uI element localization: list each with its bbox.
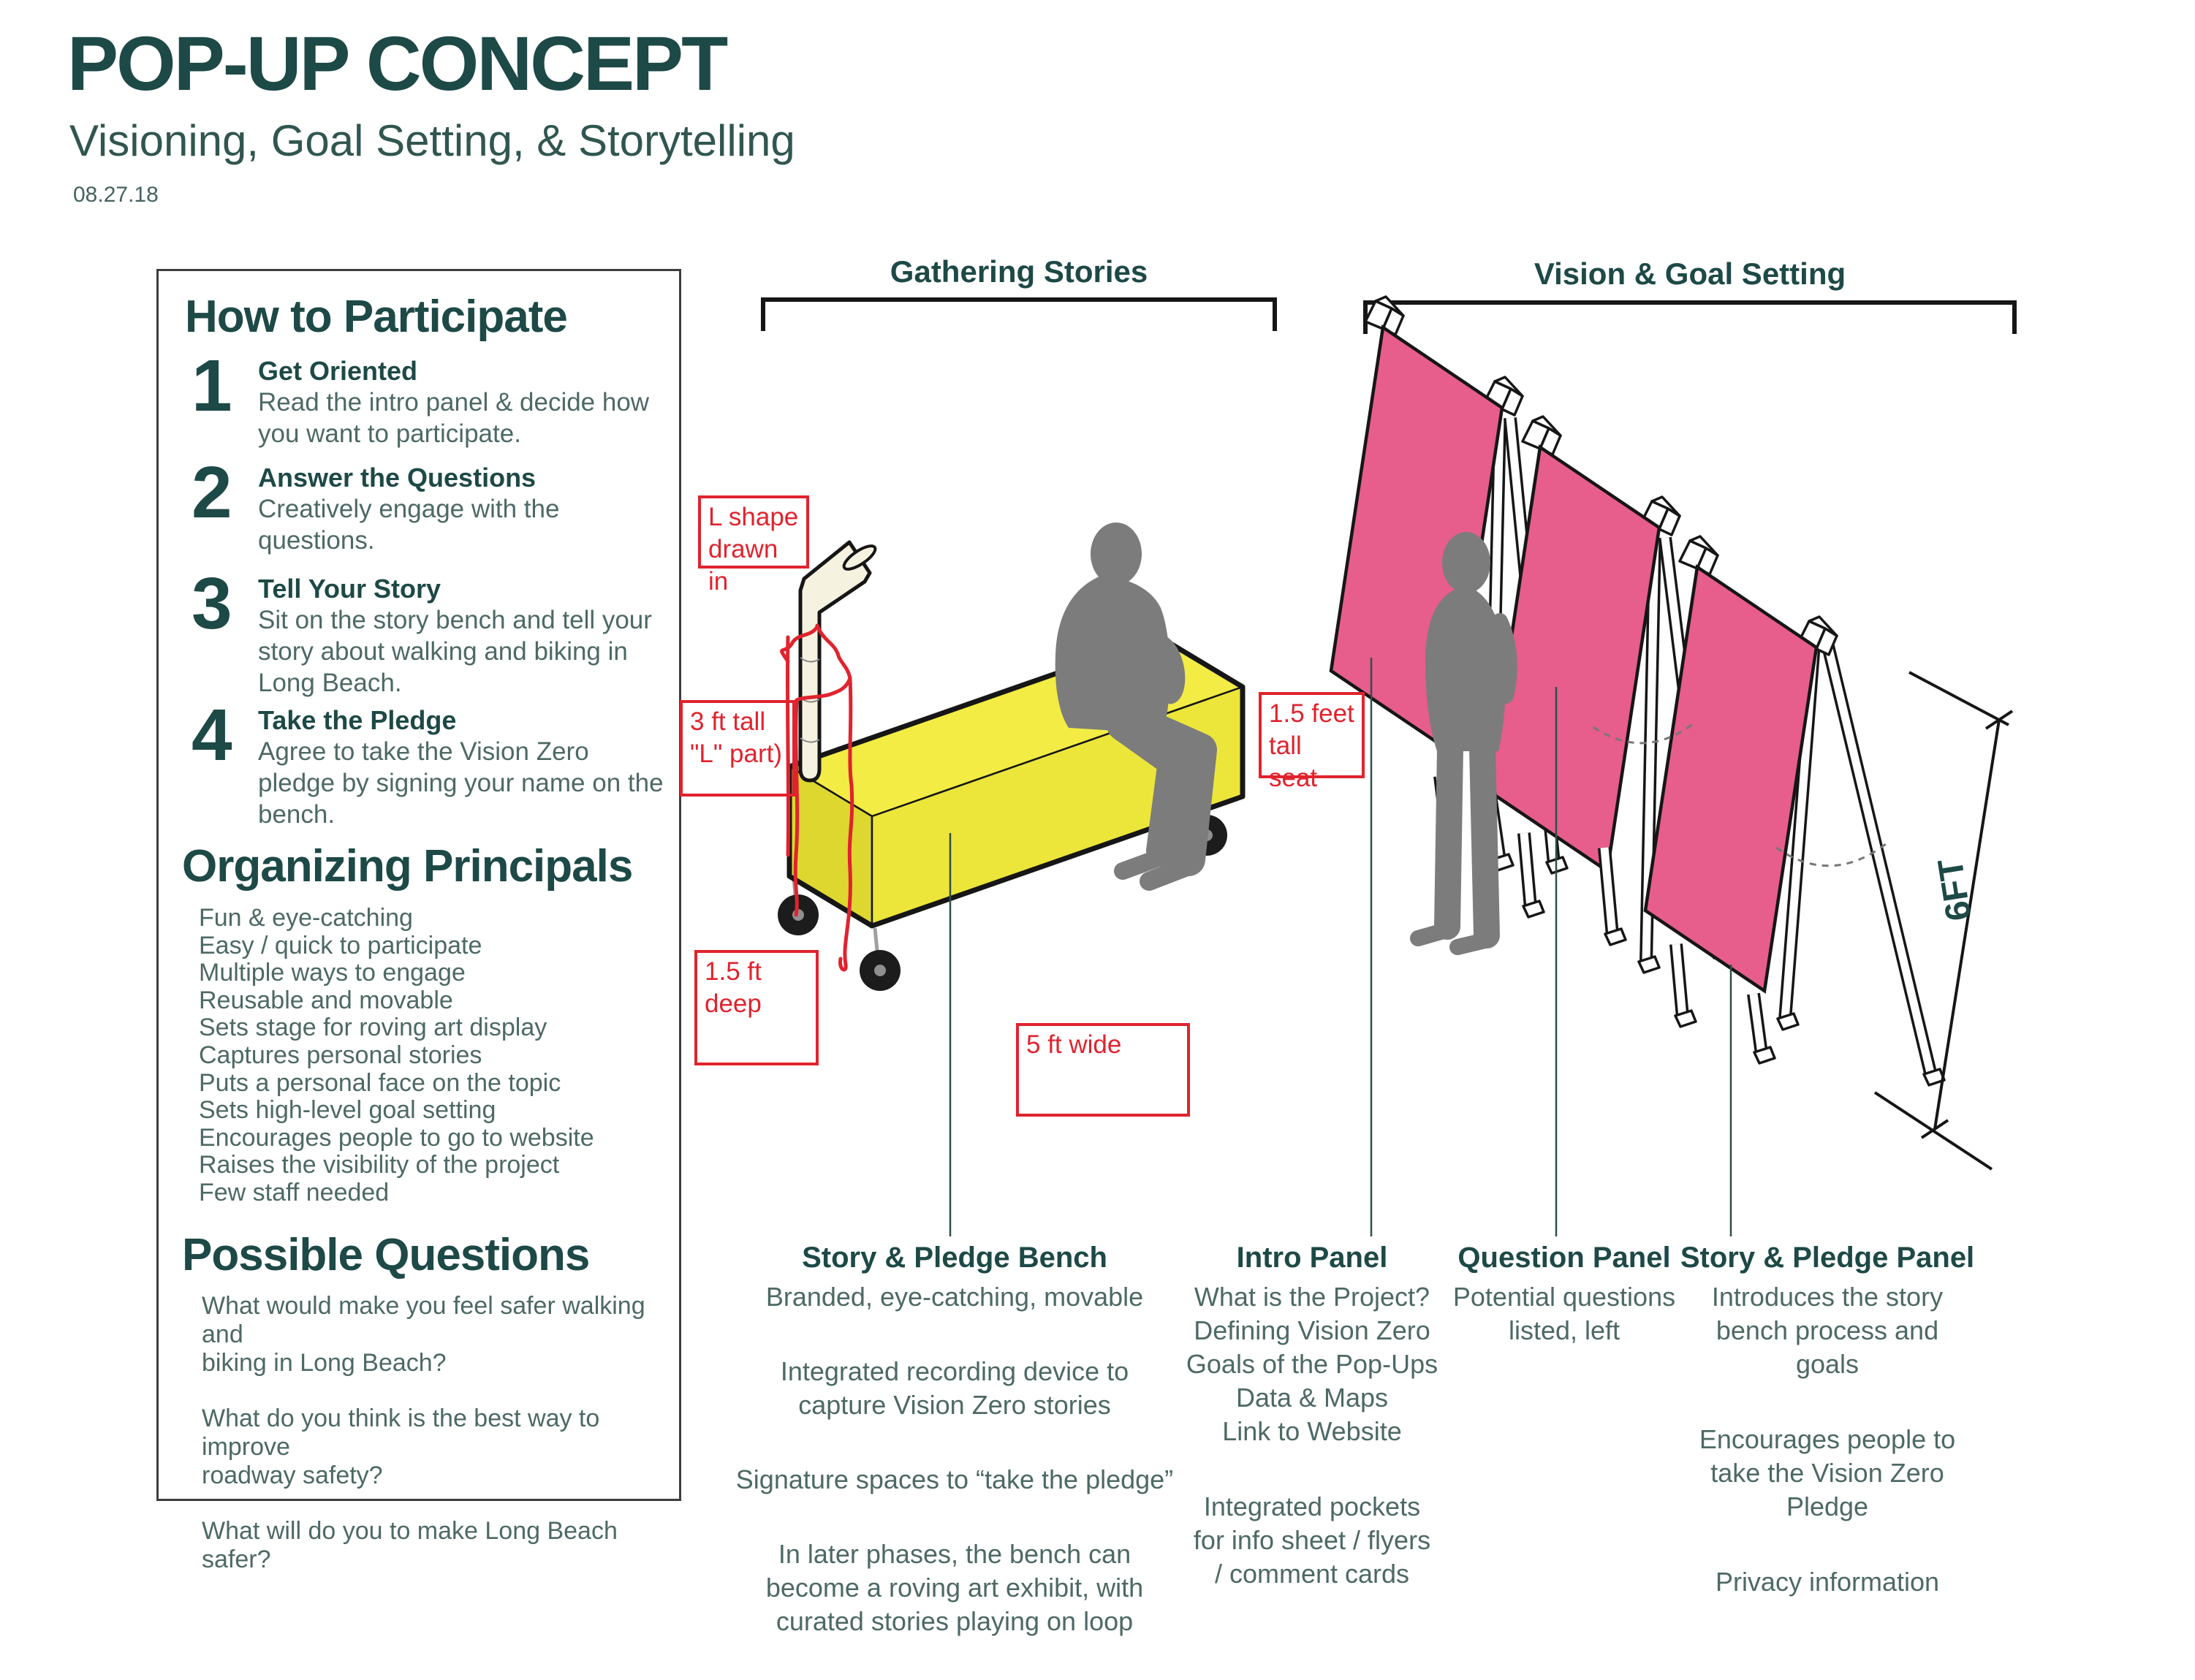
annotation-line: 1.5 feet — [1269, 699, 1354, 728]
principal-item: Fun & eye-catching — [199, 904, 413, 932]
step-4-line: bench. — [258, 800, 335, 829]
caption-line: Introduces the story — [1711, 1282, 1944, 1312]
page-date: 08.27.18 — [73, 183, 159, 207]
step-4-line: Agree to take the Vision Zero — [258, 737, 589, 766]
caption-line: goals — [1795, 1349, 1860, 1379]
vision-goal-setting-label: Vision & Goal Setting — [1534, 256, 1846, 291]
step-1-title: Get Oriented — [258, 356, 418, 386]
principal-item: Puts a personal face on the topic — [199, 1068, 561, 1097]
principal-item: Sets stage for roving art display — [199, 1014, 547, 1042]
step-2-line: Creatively engage with the — [258, 495, 560, 523]
caption-line: Goals of the Pop-Ups — [1186, 1349, 1438, 1379]
standing-person-head — [1442, 532, 1490, 593]
step-2-title: Answer the Questions — [258, 463, 537, 493]
possible-questions-list — [202, 1292, 684, 1601]
principal-item: Reusable and movable — [199, 986, 453, 1014]
annotation-line: "L" part) — [690, 740, 783, 768]
caption-line: curated stories playing on loop — [776, 1606, 1134, 1636]
question-item — [202, 1292, 684, 1377]
gathering-bracket — [763, 300, 1275, 331]
question-item — [202, 1405, 684, 1490]
bench-width-annotation — [1016, 1023, 1190, 1117]
seated-person-head — [1091, 522, 1142, 585]
possible-questions-heading: Possible Questions — [182, 1230, 590, 1280]
organizing-principals-list — [199, 905, 667, 1207]
caption-line: Integrated recording device to — [780, 1356, 1129, 1386]
l-shape-annotation — [698, 495, 809, 596]
annotation-line: 3 ft tall — [690, 707, 766, 736]
caption-line: Signature spaces to “take the pledge” — [735, 1464, 1174, 1494]
annotation-line: tall seat — [1269, 731, 1318, 792]
principal-item: Raises the visibility of the project — [199, 1151, 560, 1179]
step-3 — [258, 573, 667, 699]
principal-item: Sets high-level goal setting — [199, 1096, 496, 1125]
step-2-number: 2 — [192, 452, 232, 533]
caption-line: take the Vision Zero — [1710, 1458, 1944, 1488]
annotation-line: 1.5 ft deep — [705, 957, 762, 1018]
step-3-line: Long Beach. — [258, 669, 402, 697]
page-title: POP-UP CONCEPT — [67, 21, 727, 107]
step-2-line: questions. — [258, 526, 375, 555]
caption-title: Story & Pledge Bench — [802, 1242, 1107, 1274]
step-1-number: 1 — [192, 345, 232, 427]
step-3-number: 3 — [192, 563, 232, 645]
caption-line: Potential questions — [1452, 1282, 1676, 1312]
how-to-participate-heading: How to Participate — [185, 292, 567, 342]
vision-bracket — [1365, 303, 2014, 334]
step-4-line: pledge by signing your name on the — [258, 769, 664, 797]
caption-line: Branded, eye-catching, movable — [765, 1282, 1144, 1312]
principal-item: Few staff needed — [199, 1178, 390, 1206]
caption-line: for info sheet / flyers — [1193, 1525, 1431, 1555]
question-item — [202, 1517, 684, 1574]
caption-line: In later phases, the bench can — [778, 1539, 1131, 1569]
vision-panels-drawing — [1331, 297, 2012, 1169]
step-3-line: story about walking and biking in — [258, 637, 628, 666]
step-1-line: Read the intro panel & decide how — [258, 388, 650, 417]
annotation-line: drawn in — [708, 535, 778, 596]
question-line: roadway safety? — [202, 1462, 383, 1489]
caption-line: Encourages people to — [1699, 1424, 1956, 1454]
question-line: What would make you feel safer walking and — [202, 1292, 645, 1348]
caption-line: Pledge — [1786, 1491, 1869, 1521]
step-4-number: 4 — [192, 694, 232, 776]
step-1-line: you want to participate. — [258, 419, 521, 448]
question-line: biking in Long Beach? — [202, 1349, 447, 1377]
caption-line: Link to Website — [1222, 1416, 1402, 1446]
organizing-principals-heading: Organizing Principals — [182, 841, 633, 892]
easel-height-dimension-label: 6FT — [1930, 856, 1979, 924]
caption-line: / comment cards — [1214, 1559, 1410, 1589]
concept-diagram — [658, 241, 2195, 1279]
caption-line: listed, left — [1508, 1315, 1620, 1345]
seat-height-annotation — [1259, 692, 1365, 792]
caption-title: Question Panel — [1457, 1242, 1671, 1274]
caption-line: Defining Vision Zero — [1194, 1315, 1430, 1345]
principal-item: Encourages people to go to website — [199, 1123, 594, 1152]
l-part-height-annotation — [680, 700, 795, 797]
caption-line: become a roving art exhibit, with — [765, 1573, 1144, 1603]
caption-question-panel — [1418, 1241, 1710, 1389]
principal-item: Multiple ways to engage — [199, 959, 466, 987]
step-4 — [258, 704, 667, 830]
caption-line: Privacy information — [1715, 1567, 1940, 1597]
annotation-line: 5 ft wide — [1026, 1030, 1122, 1059]
caption-line: What is the Project? — [1194, 1282, 1430, 1312]
caption-title: Intro Panel — [1236, 1242, 1388, 1274]
caption-intro-panel — [1166, 1241, 1458, 1633]
story-pledge-bench-drawing — [778, 522, 1243, 991]
page-subtitle: Visioning, Goal Setting, & Storytelling — [69, 116, 795, 165]
bench-wheel — [860, 950, 901, 991]
step-4-title: Take the Pledge — [258, 705, 457, 735]
caption-line: capture Vision Zero stories — [798, 1390, 1111, 1420]
principal-item: Easy / quick to participate — [199, 931, 482, 959]
step-3-title: Tell Your Story — [258, 574, 441, 604]
caption-line: Data & Maps — [1235, 1383, 1389, 1413]
step-2 — [258, 462, 667, 556]
annotation-line: L shape — [708, 503, 799, 531]
principal-item: Captures personal stories — [199, 1041, 482, 1069]
caption-line: bench process and — [1716, 1315, 1939, 1345]
step-1 — [258, 355, 667, 449]
caption-story-pledge-bench — [721, 1241, 1189, 1680]
caption-story-pledge-panel — [1674, 1241, 1981, 1641]
caption-title: Story & Pledge Panel — [1680, 1242, 1975, 1274]
caption-line: Integrated pockets — [1203, 1491, 1421, 1521]
bench-depth-annotation — [694, 950, 819, 1065]
gathering-stories-label: Gathering Stories — [890, 254, 1148, 289]
step-3-line: Sit on the story bench and tell your — [258, 606, 652, 634]
question-line: What will do you to make Long Beach safer? — [202, 1517, 618, 1573]
question-line: What do you think is the best way to improve — [202, 1405, 600, 1461]
